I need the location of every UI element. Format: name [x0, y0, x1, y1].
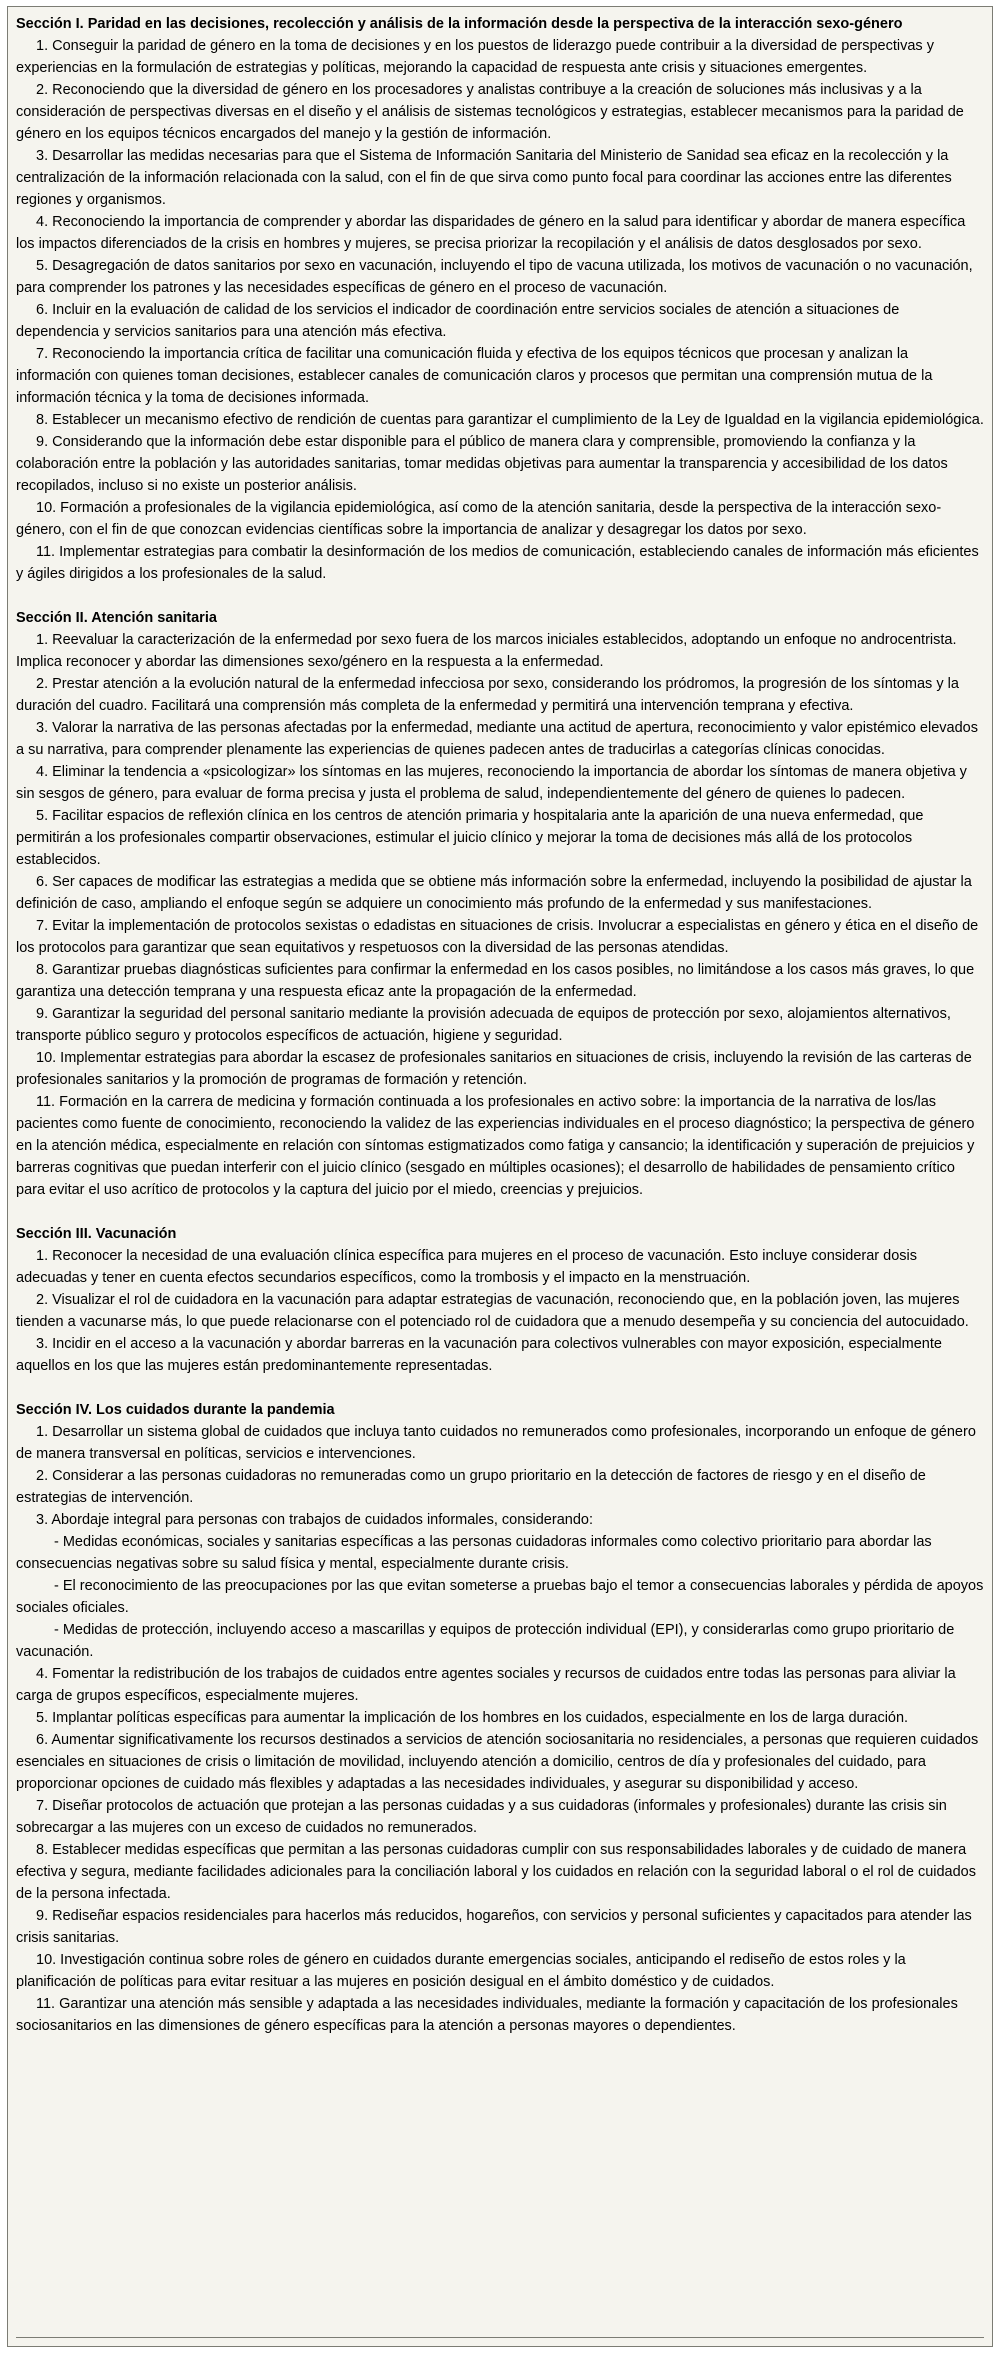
numbered-item: 8. Establecer medidas específicas que permitan a las personas cuidadoras cumplir con sus responsabilidades laborales y de cuidado de manera efectiva y segura, mediante facilidades adicionales para la conciliación laboral y los cuidados en relación con la seguridad laboral o el rol de cuidados de la persona infectada. — [16, 1842, 976, 1902]
numbered-item: 3. Valorar la narrativa de las personas afectadas por la enfermedad, mediante una actitud de apertura, reconocimiento y valor epistémico elevados a su narrativa, para comprender plenamente las experiencias de quienes padecen antes de traducirlas a categorías clínicas conocidas. — [16, 720, 978, 758]
sub-bullet-item: - Medidas económicas, sociales y sanitarias específicas a las personas cuidadoras informales como colectivo prioritario para abordar las consecuencias negativas sobre su salud física y mental, especialmente durante crisis. — [16, 1534, 932, 1572]
numbered-item: 4. Eliminar la tendencia a «psicologizar» los síntomas en las mujeres, reconociendo la importancia de abordar los síntomas de manera objetiva y sin sesgos de género, para evaluar de forma precisa y justa el problema de salud, independientemente del género de quienes lo padecen. — [16, 764, 967, 802]
numbered-item: 5. Implantar políticas específicas para aumentar la implicación de los hombres en los cuidados, especialmente en los de larga duración. — [36, 1710, 909, 1726]
document-body — [7, 6, 993, 2347]
numbered-item: 10. Formación a profesionales de la vigilancia epidemiológica, así como de la atención sanitaria, desde la perspectiva de la interacción sexo-género, con el fin de que conozcan evidencias científicas sobre la importancia de analizar y desagregar los datos por sexo. — [16, 500, 942, 538]
numbered-item: 1. Desarrollar un sistema global de cuidados que incluya tanto cuidados no remunerados como profesionales, incorporando un enfoque de género de manera transversal en políticas, servicios e intervenciones. — [16, 1424, 976, 1462]
numbered-item: 3. Desarrollar las medidas necesarias para que el Sistema de Información Sanitaria del Ministerio de Sanidad sea eficaz en la recolección y la centralización de la información relacionada con la salud, con el fin de que sirva como punto focal para coordinar las acciones entre las diferentes regiones y organismos. — [16, 148, 952, 208]
sub-bullet-item: - El reconocimiento de las preocupaciones por las que evitan someterse a pruebas bajo el temor a consecuencias laborales y pérdida de apoyos sociales oficiales. — [16, 1578, 984, 1616]
section-4 — [16, 1399, 984, 2037]
numbered-item: 2. Reconociendo que la diversidad de género en los procesadores y analistas contribuye a la creación de soluciones más inclusivas y a la consideración de perspectivas diversas en el diseño y el análisis de sistemas tecnológicos y estrategias, establecer mecanismos para la paridad de género en los equipos técnicos encargados del manejo y la gestión de información. — [16, 82, 964, 142]
numbered-item: 2. Considerar a las personas cuidadoras no remuneradas como un grupo prioritario en la detección de factores de riesgo y en el diseño de estrategias de intervención. — [16, 1468, 926, 1506]
numbered-item: 9. Rediseñar espacios residenciales para hacerlos más reducidos, hogareños, con servicios y personal suficientes y capacitados para atender las crisis sanitarias. — [16, 1908, 972, 1946]
section-title: Sección I. Paridad en las decisiones, recolección y análisis de la información desde la perspectiva de la interacción sexo-género — [16, 16, 903, 32]
numbered-item: 4. Fomentar la redistribución de los trabajos de cuidados entre agentes sociales y recursos de cuidados entre todas las personas para aliviar la carga de grupos específicos, especialmente mujeres. — [16, 1666, 956, 1704]
numbered-item: 1. Reconocer la necesidad de una evaluación clínica específica para mujeres en el proceso de vacunación. Esto incluye considerar dosis adecuadas y tener en cuenta efectos secundarios específicos, como la trombosis y el impacto en la menstruación. — [16, 1248, 917, 1286]
numbered-item: 8. Garantizar pruebas diagnósticas suficientes para confirmar la enfermedad en los casos posibles, no limitándose a los casos más graves, lo que garantiza una detección temprana y una respuesta eficaz ante la propagación de la enfermedad. — [16, 962, 975, 1000]
numbered-item: 2. Prestar atención a la evolución natural de la enfermedad infecciosa por sexo, considerando los pródromos, la progresión de los síntomas y la duración del cuadro. Facilitará una comprensión más completa de la enfermedad y permitirá una intervención temprana y efectiva. — [16, 676, 959, 714]
numbered-item: 6. Aumentar significativamente los recursos destinados a servicios de atención sociosanitaria no residenciales, a personas que requieren cuidados esenciales en situaciones de crisis o limitación de movilidad, incluyendo atención a domicilio, centros de día y profesionales del cuidado, para proporcionar opciones de cuidado más flexibles y adaptadas a las necesidades individuales, y asegurar su disponibilidad y acceso. — [16, 1732, 979, 1792]
section-2 — [16, 607, 984, 1201]
numbered-item: 3. Incidir en el acceso a la vacunación y abordar barreras en la vacunación para colectivos vulnerables con mayor exposición, especialmente aquellos en los que las mujeres están predominantemente representadas. — [16, 1336, 942, 1374]
numbered-item: 7. Reconociendo la importancia crítica de facilitar una comunicación fluida y efectiva de los equipos técnicos que procesan y analizan la información con quienes toman decisiones, establecer canales de comunicación claros y procesos que permitan una comprensión mutua de la información técnica y la toma de decisiones informada. — [16, 346, 933, 406]
table-bottom-rule — [16, 2337, 984, 2338]
numbered-item: 7. Evitar la implementación de protocolos sexistas o edadistas en situaciones de crisis. Involucrar a especialistas en género y ética en el diseño de los protocolos para garantizar que sean equitativos y respetuosos con la diversidad de las personas atendidas. — [16, 918, 979, 956]
numbered-item: 9. Considerando que la información debe estar disponible para el público de manera clara y comprensible, promoviendo la confianza y la colaboración entre la población y las autoridades sanitarias, tomar medidas objetivas para aumentar la transparencia y accesibilidad de los datos recopilados, incluso si no existe un posterior análisis. — [16, 434, 948, 494]
numbered-item: 11. Garantizar una atención más sensible y adaptada a las necesidades individuales, mediante la formación y capacitación de los profesionales sociosanitarios en las dimensiones de género específicas para la atención a personas mayores o dependientes. — [16, 1996, 958, 2034]
numbered-item: 9. Garantizar la seguridad del personal sanitario mediante la provisión adecuada de equipos de protección por sexo, alojamientos alternativos, transporte público seguro y protocolos específicos de actuación, higiene y seguridad. — [16, 1006, 951, 1044]
sub-bullet-item: - Medidas de protección, incluyendo acceso a mascarillas y equipos de protección individual (EPI), y considerarlas como grupo prioritario de vacunación. — [16, 1622, 955, 1660]
numbered-item: 1. Reevaluar la caracterización de la enfermedad por sexo fuera de los marcos iniciales establecidos, adoptando un enfoque no androcentrista. Implica reconocer y abordar las dimensiones sexo/género en la respuesta a la enfermedad. — [16, 632, 957, 670]
numbered-item: 5. Desagregación de datos sanitarios por sexo en vacunación, incluyendo el tipo de vacuna utilizada, los motivos de vacunación o no vacunación, para comprender los patrones y las necesidades específicas de género en el proceso de vacunación. — [16, 258, 973, 296]
numbered-item: 4. Reconociendo la importancia de comprender y abordar las disparidades de género en la salud para identificar y abordar de manera específica los impactos diferenciados de la crisis en hombres y mujeres, se precisa priorizar la recopilación y el análisis de datos desglosados por sexo. — [16, 214, 966, 252]
numbered-item: 11. Implementar estrategias para combatir la desinformación de los medios de comunicación, estableciendo canales de información más eficientes y ágiles dirigidos a los profesionales de la salud. — [16, 544, 979, 582]
numbered-item: 11. Formación en la carrera de medicina y formación continuada a los profesionales en activo sobre: la importancia de la narrativa de los/las pacientes como fuente de conocimiento, reconociendo la validez de las experiencias individuales en el proceso diagnóstico; la perspectiva de género en la atención médica, especialmente en relación con síntomas estigmatizados como fatiga y cansancio; la identificación y superación de prejuicios y barreras cognitivas que puedan interferir con el juicio clínico (sesgado en múltiples ocasiones); el desarrollo de habilidades de pensamiento crítico para evitar el uso acrítico de protocolos y la captura del juicio por el miedo, creencias y prejuicios. — [16, 1094, 975, 1198]
section-3 — [16, 1223, 984, 1377]
section-1 — [16, 13, 984, 585]
numbered-item: 10. Implementar estrategias para abordar la escasez de profesionales sanitarios en situaciones de crisis, incluyendo la revisión de las carteras de profesionales sanitarios y la promoción de programas de formación y retención. — [16, 1050, 972, 1088]
section-title: Sección IV. Los cuidados durante la pandemia — [16, 1402, 335, 1418]
section-title: Sección III. Vacunación — [16, 1226, 177, 1242]
numbered-item: 7. Diseñar protocolos de actuación que protejan a las personas cuidadas y a sus cuidadoras (informales y profesionales) durante las crisis sin sobrecargar a las mujeres con un exceso de cuidados no remunerados. — [16, 1798, 947, 1836]
numbered-item: 8. Establecer un mecanismo efectivo de rendición de cuentas para garantizar el cumplimiento de la Ley de Igualdad en la vigilancia epidemiológica. — [36, 412, 984, 428]
numbered-item: 6. Incluir en la evaluación de calidad de los servicios el indicador de coordinación entre servicios sociales de atención a situaciones de dependencia y servicios sanitarios para una atención más efectiva. — [16, 302, 900, 340]
section-title: Sección II. Atención sanitaria — [16, 610, 217, 626]
numbered-item: 3. Abordaje integral para personas con trabajos de cuidados informales, considerando: — [36, 1512, 593, 1528]
numbered-item: 2. Visualizar el rol de cuidadora en la vacunación para adaptar estrategias de vacunación, reconociendo que, en la población joven, las mujeres tienden a vacunarse más, lo que puede relacionarse con el potenciado rol de cuidadora que a menudo desempeña y su conciencia del autocuidado. — [16, 1292, 969, 1330]
numbered-item: 1. Conseguir la paridad de género en la toma de decisiones y en los puestos de liderazgo puede contribuir a la diversidad de perspectivas y experiencias en la formulación de estrategias y políticas, mejorando la capacidad de respuesta ante crisis y situaciones emergentes. — [16, 38, 934, 76]
numbered-item: 5. Facilitar espacios de reflexión clínica en los centros de atención primaria y hospitalaria ante la aparición de una nueva enfermedad, que permitirán a los profesionales compartir observaciones, estimular el juicio clínico y mejorar la toma de decisiones más allá de los protocolos establecidos. — [16, 808, 924, 868]
numbered-item: 10. Investigación continua sobre roles de género en cuidados durante emergencias sociales, anticipando el rediseño de estos roles y la planificación de políticas para evitar resituar a las mujeres en posición desigual en el ámbito doméstico y de cuidados. — [16, 1952, 906, 1990]
numbered-item: 6. Ser capaces de modificar las estrategias a medida que se obtiene más información sobre la enfermedad, incluyendo la posibilidad de ajustar la definición de caso, ampliando el enfoque según se adquiere un conocimiento más profundo de la enfermedad y sus manifestaciones. — [16, 874, 972, 912]
